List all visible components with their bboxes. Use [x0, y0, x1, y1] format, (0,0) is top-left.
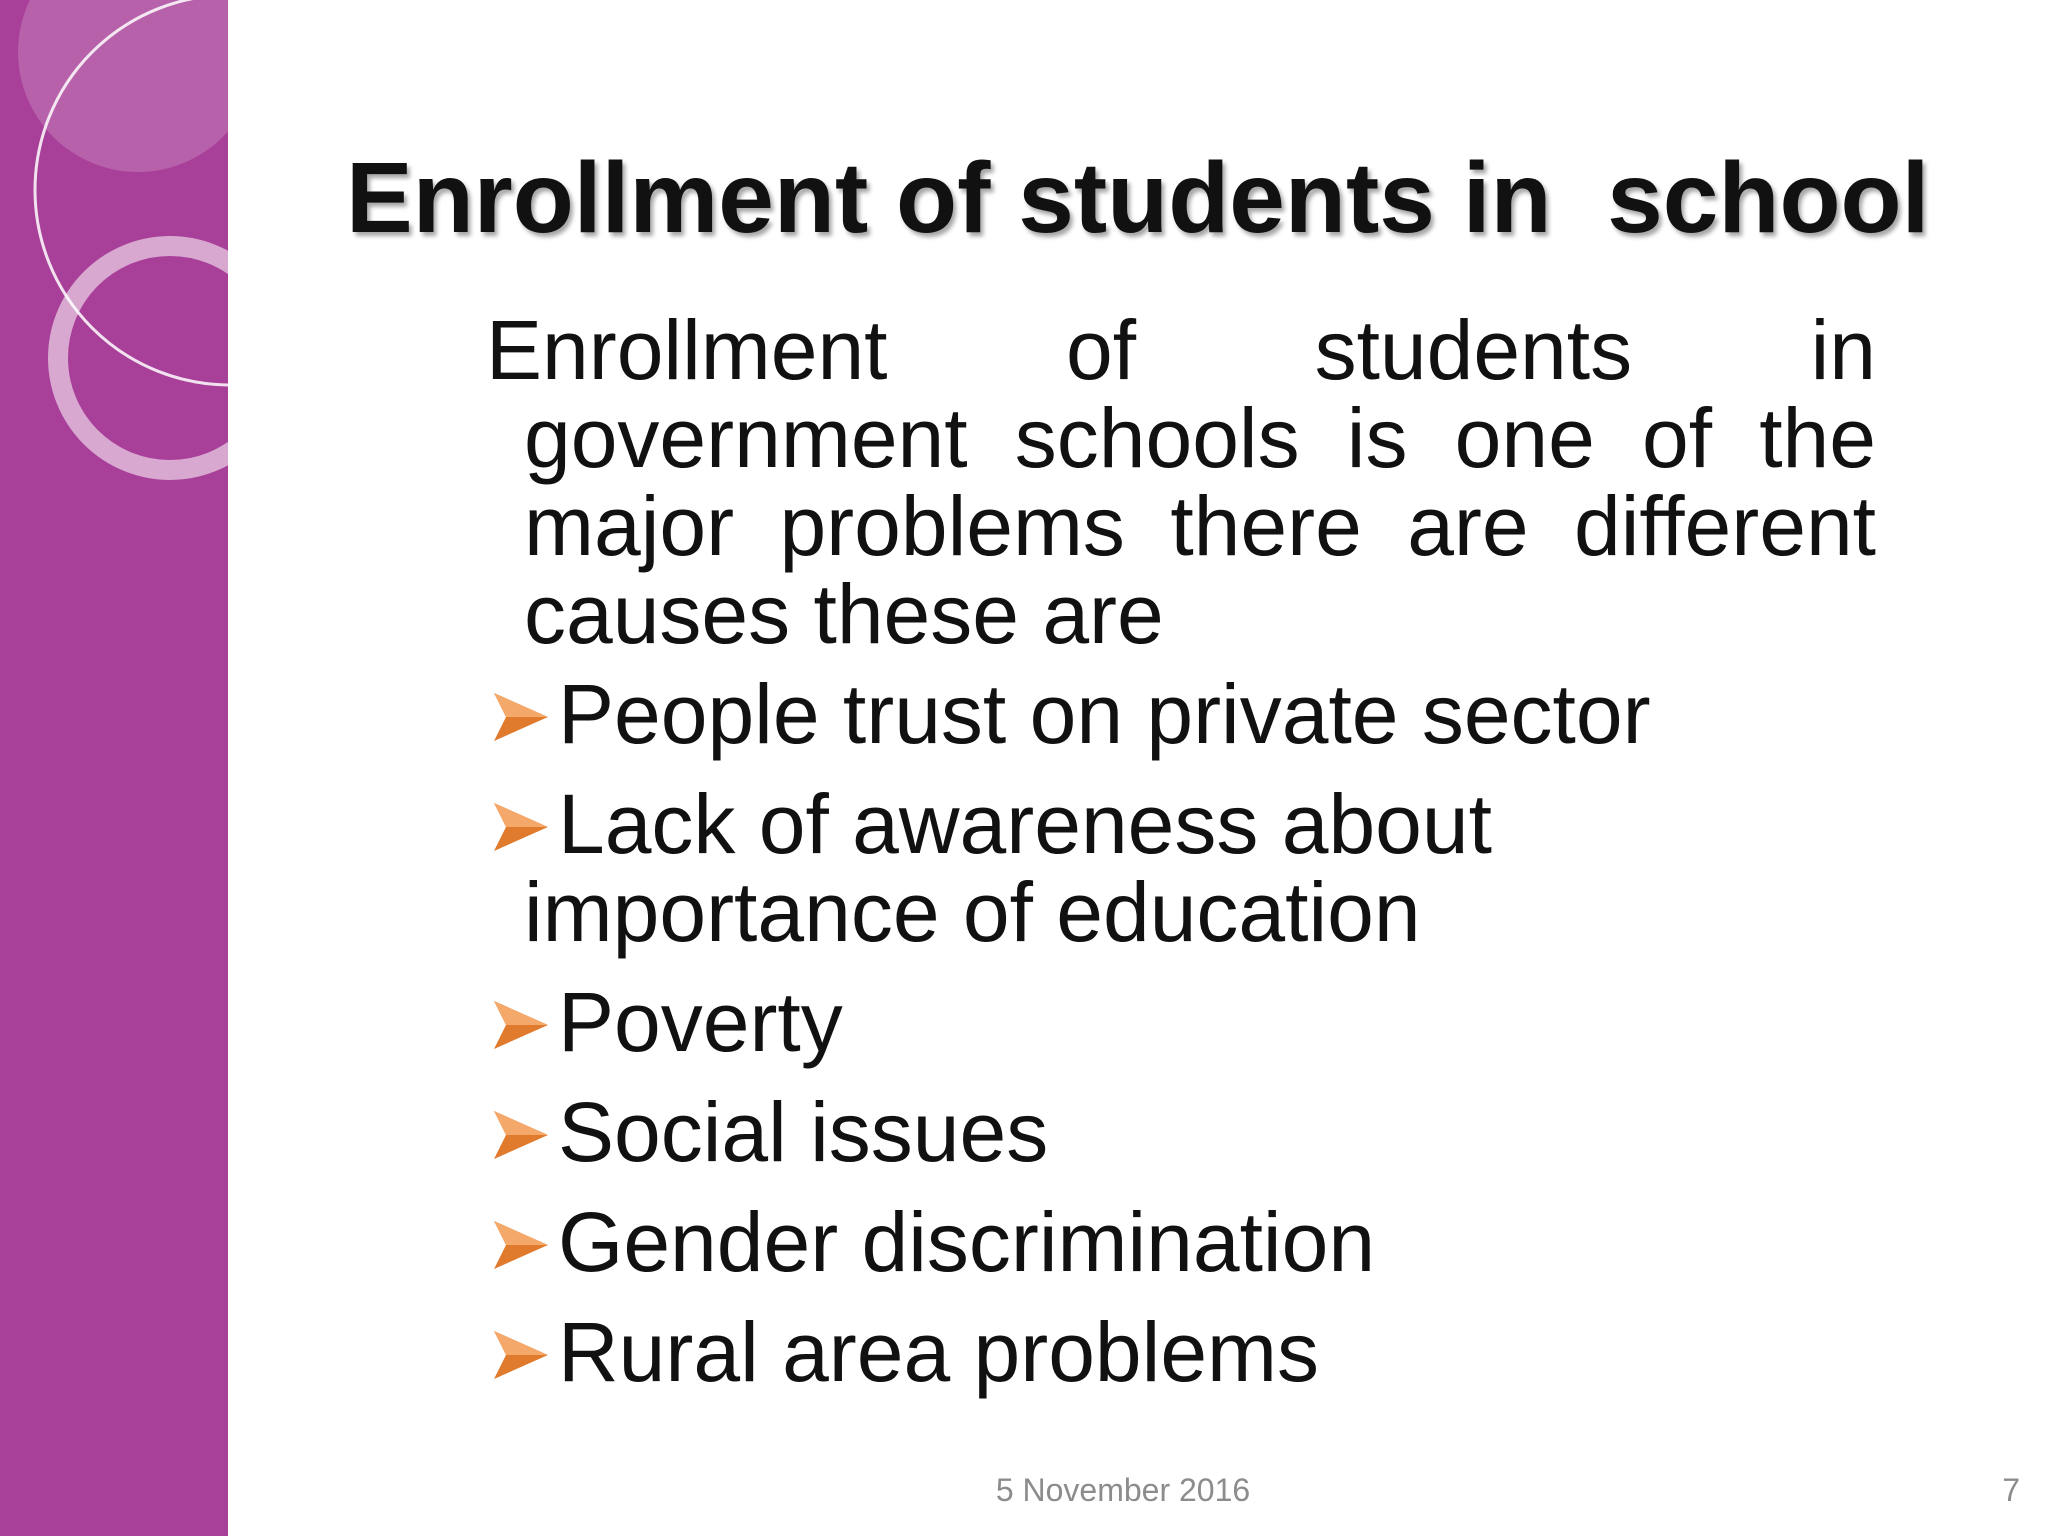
- bullet-text: Social issues: [558, 1085, 1049, 1179]
- arrow-bullet-icon: [486, 797, 556, 857]
- arrow-bullet-icon: [486, 1325, 556, 1385]
- list-item: [486, 975, 1876, 1069]
- slide-body: [486, 303, 1876, 1418]
- arrow-bullet-icon: [486, 1105, 556, 1165]
- bullet-text-continuation: importance of education: [524, 865, 1421, 959]
- list-item: [486, 1195, 1876, 1289]
- decorative-circles: [0, 0, 228, 520]
- arrow-bullet-icon: [486, 1215, 556, 1275]
- list-item: [486, 777, 1876, 959]
- bullet-text: Rural area problems: [558, 1305, 1320, 1399]
- footer-date: 5 November 2016: [995, 1472, 1251, 1508]
- slide-title: Enrollment of students in school: [346, 142, 1930, 254]
- arrow-bullet-icon: [486, 995, 556, 1055]
- bullet-text: Gender discrimination: [558, 1195, 1376, 1289]
- bullet-text: People trust on private sector: [558, 667, 1651, 761]
- bullet-text: Lack of awareness about: [558, 777, 1492, 871]
- slide-number: 7: [2002, 1472, 2020, 1508]
- list-item: [486, 667, 1876, 761]
- list-item: [486, 1305, 1876, 1399]
- intro-paragraph: Enrollment of students in government schools is one of the major problems there are different causes these are: [486, 303, 1876, 661]
- list-item: [486, 1085, 1876, 1179]
- arrow-bullet-icon: [486, 687, 556, 747]
- bullet-list: [486, 667, 1876, 1399]
- bullet-text: Poverty: [558, 975, 843, 1069]
